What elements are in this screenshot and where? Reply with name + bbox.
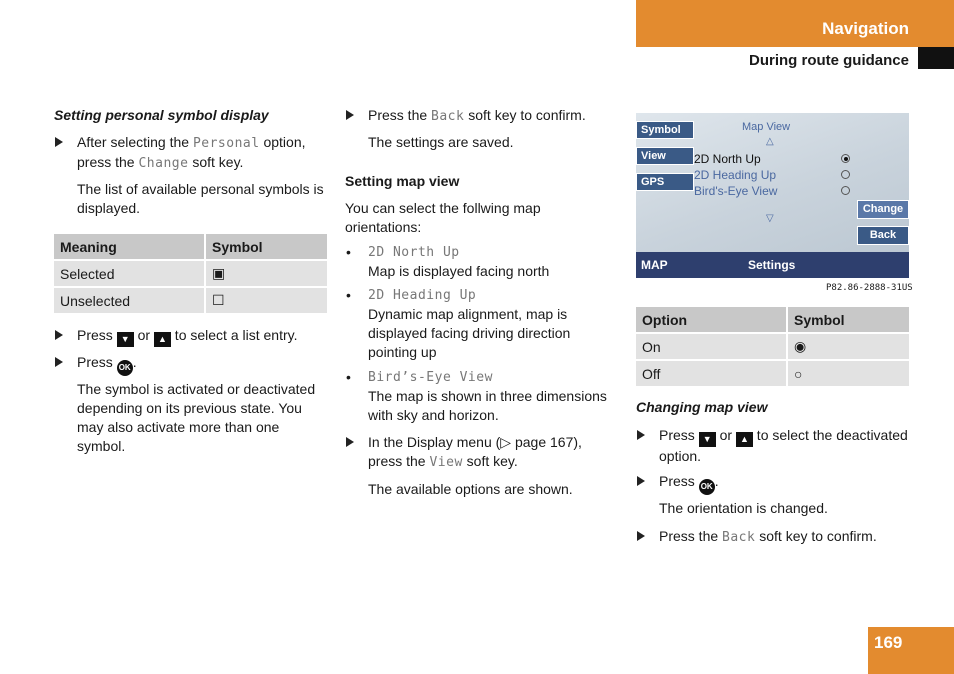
- option-birds-eye[interactable]: Bird's-Eye View: [694, 184, 778, 198]
- up-key-icon: ▲: [736, 432, 753, 447]
- table-cell: Off: [636, 361, 786, 386]
- step-display-menu: In the Display menu (▷ page 167), press the View soft key.: [368, 433, 620, 472]
- step-arrow-icon: [637, 430, 645, 440]
- table-cell: Selected: [54, 261, 204, 286]
- para-orientations: You can select the follwing map orientations:: [345, 200, 541, 235]
- table-header-symbol: Symbol: [786, 307, 909, 332]
- step-press-back: Press the Back soft key to confirm.: [659, 527, 909, 547]
- heading-changing-map-view: Changing map view: [636, 399, 768, 415]
- para-options-shown: The available options are shown.: [368, 481, 573, 497]
- table-header-meaning: Meaning: [54, 234, 204, 259]
- map-label[interactable]: MAP: [641, 258, 668, 272]
- symbol-softkey[interactable]: Symbol: [636, 121, 694, 139]
- step-press-ok: Press OK .: [659, 472, 909, 495]
- radio-on-icon: ◉: [786, 334, 909, 359]
- change-softkey[interactable]: Change: [857, 200, 909, 219]
- table-header-symbol: Symbol: [204, 234, 327, 259]
- unselected-symbol-icon: ☐: [204, 288, 327, 313]
- para-list-displayed: The list of available personal symbols is displayed.: [77, 181, 324, 216]
- gps-softkey[interactable]: GPS: [636, 173, 694, 191]
- para-orientation-changed: The orientation is changed.: [659, 500, 828, 516]
- table-cell: On: [636, 334, 786, 359]
- scroll-down-icon[interactable]: ▽: [766, 213, 774, 224]
- ok-key-icon: OK: [699, 479, 715, 495]
- table-row: [54, 288, 327, 313]
- radio-off-icon: [841, 186, 850, 195]
- step-arrow-icon: [55, 330, 63, 340]
- step-arrow-icon: [637, 476, 645, 486]
- view-softkey[interactable]: View: [636, 147, 694, 165]
- list-item: • 2D Heading Up Dynamic map alignment, map is displayed facing driving direction pointing up: [346, 287, 571, 360]
- step-press-back: Press the Back soft key to confirm.: [368, 106, 620, 126]
- para-symbol-activated: The symbol is activated or deactivated depending on its previous state. You may also activate more than one symbol.: [77, 381, 316, 454]
- option-north-up[interactable]: 2D North Up: [694, 152, 761, 166]
- screen-status-bar: [636, 252, 909, 278]
- radio-off-icon: [841, 170, 850, 179]
- selected-symbol-icon: ▣: [204, 261, 327, 286]
- figure-code: P82.86-2888-31US: [826, 283, 913, 293]
- section-title: Navigation: [822, 19, 909, 38]
- step-select-personal: After selecting the Personal option, press the Change soft key.: [77, 133, 329, 173]
- list-item: • 2D North Up Map is displayed facing north: [346, 244, 550, 279]
- option-heading-up[interactable]: 2D Heading Up: [694, 168, 777, 182]
- table-row: [54, 261, 327, 286]
- step-select-option: Press ▼ or ▲ to select the deactivated option.: [659, 426, 909, 466]
- radio-off-icon: ○: [786, 361, 909, 386]
- step-arrow-icon: [346, 437, 354, 447]
- down-key-icon: ▼: [117, 332, 134, 347]
- ok-key-icon: OK: [117, 360, 133, 376]
- page-number: 169: [874, 633, 903, 652]
- step-arrow-icon: [55, 137, 63, 147]
- table-row: [636, 334, 909, 359]
- screen-title: Map View: [742, 121, 791, 133]
- step-select-entry: Press ▼ or ▲ to select a list entry.: [77, 326, 329, 347]
- heading-personal-symbol: Setting personal symbol display: [54, 107, 269, 123]
- step-press-ok: Press OK .: [77, 353, 329, 376]
- para-settings-saved: The settings are saved.: [368, 134, 514, 150]
- step-arrow-icon: [637, 531, 645, 541]
- list-item: • Bird’s-Eye View The map is shown in three dimensions with sky and horizon.: [346, 369, 607, 423]
- option-table: [636, 305, 909, 388]
- table-header-option: Option: [636, 307, 786, 332]
- settings-label[interactable]: Settings: [748, 258, 796, 272]
- down-key-icon: ▼: [699, 432, 716, 447]
- table-row: [636, 361, 909, 386]
- page-ref-icon: ▷: [500, 434, 512, 450]
- map-view-screen: [636, 113, 909, 278]
- up-key-icon: ▲: [154, 332, 171, 347]
- header-marker: [918, 47, 954, 69]
- heading-setting-map-view: Setting map view: [345, 173, 460, 189]
- back-softkey[interactable]: Back: [857, 226, 909, 245]
- section-subtitle: During route guidance: [748, 52, 909, 69]
- symbol-table: [54, 232, 327, 315]
- radio-on-icon: [841, 154, 850, 163]
- scroll-up-icon[interactable]: △: [766, 136, 774, 147]
- step-arrow-icon: [346, 110, 354, 120]
- table-cell: Unselected: [54, 288, 204, 313]
- step-arrow-icon: [55, 357, 63, 367]
